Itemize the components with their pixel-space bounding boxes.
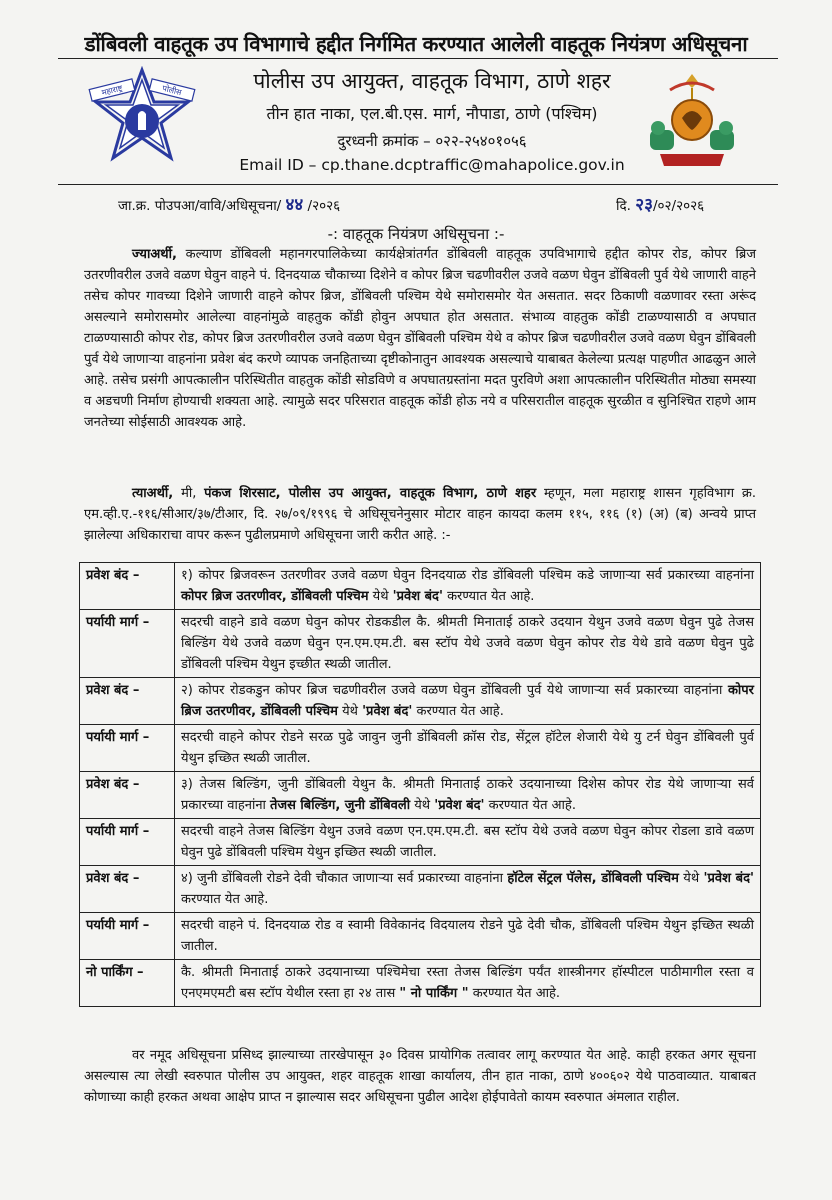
- rule-text: [175, 678, 761, 725]
- rule-text-part: सदरची वाहने तेजस बिल्डिंग येथुन उजवे वळण एन.एम.एम.टी. बस स्टॉप येथे उजवे वळण घेवुन कोपर रोडला डावे वळण घेवुन पुढे डोंबिवली पश्चिम येथुन इच्छित स्थळी जातील.: [181, 824, 754, 860]
- rule-row: [80, 960, 761, 1007]
- rule-text-part: ४) जुनी डोंबिवली रोडने देवी चौकात जाणाऱ्या सर्व प्रकारच्या वाहनांना: [181, 871, 508, 886]
- date-rest: /०२/२०२६: [652, 198, 705, 214]
- rule-text-part: करण्यात येत आहे.: [412, 704, 504, 719]
- preamble-lead: ज्याअर्थी,: [132, 247, 177, 262]
- rule-row: [80, 866, 761, 913]
- rule-text-emphasis: 'प्रवेश बंद': [362, 704, 413, 719]
- rule-text-part: करण्यात येत आहे.: [181, 892, 269, 907]
- rule-text: [175, 563, 761, 610]
- rule-text: [175, 866, 761, 913]
- rule-text-part: २) कोपर रोडकडुन कोपर ब्रिज चढणीवरील उजवे वळण घेवुन डोंबिवली पुर्व येथे जाणाऱ्या सर्व प्रकारच्या वाहनांना: [181, 683, 728, 698]
- rule-label: पर्यायी मार्ग –: [80, 913, 175, 960]
- rule-text: [175, 610, 761, 678]
- header-top-rule: [58, 58, 778, 59]
- rule-text: [175, 960, 761, 1007]
- rule-text-part: कै. श्रीमती मिनाताई ठाकरे उदयानाच्या पश्चिमेचा रस्ता तेजस बिल्डिंग पर्यंत शास्त्रीनगर हॉस्पीटल पाठीमागील रस्ता व एनएमएमटी बस स्टॉप येथील रस्ता हा २४ तास: [181, 965, 754, 1001]
- rule-label: नो पार्किंग –: [80, 960, 175, 1007]
- rule-text-part: येथे: [368, 589, 393, 604]
- rule-label: प्रवेश बंद –: [80, 772, 175, 819]
- rule-text-emphasis: 'प्रवेश बंद': [392, 589, 443, 604]
- rule-text-emphasis: तेजस बिल्डिंग, जुनी डोंबिवली: [270, 798, 411, 813]
- order-paragraph: [84, 483, 756, 546]
- rule-text-emphasis: 'प्रवेश बंद': [434, 798, 485, 813]
- closing-paragraph: [84, 1045, 756, 1108]
- header-bottom-rule: [58, 184, 778, 185]
- maharashtra-police-logo: [88, 66, 196, 174]
- rule-row: [80, 610, 761, 678]
- preamble-text: कल्याण डोंबिवली महानगरपालिकेच्या कार्यक्षेत्रांतर्गत डोंबिवली वाहतूक उपविभागाचे हद्दीत कोपर रोड, कोपर ब्रिज उतरणीवरील उजवे वळण घेवुन वाहने पं. दिनदयाळ चौकाच्या दिशेने व कोपर ब्रिज चढणीवरील उजवे वळण घेवुन डोंबिवली पुर्व येथे जाणारी वाहने तसेच कोपर गावच्या दिशेने जाणारी वाहने कोपर ब्रिज, डोंबिवली पश्चिम येथे समोरासमोर येत असतात. सदर ठिकाणी वळणावर रस्ता अरूंद असल्याने समोरासमोर आलेल्या वाहनांमुळे वाहतुक कोंडी होवुन अपघात होत असतात. संभाव्य वाहतुक कोंडी टाळण्यासाठी व अपघात टाळण्यासाठी कोपर रोड, कोपर ब्रिज उतरणीवरील उजवे वळण घेवुन डोंबिवली पश्चिम येथे व कोपर ब्रिज चढणीवरील उजवे वळण घेवुन डोंबिवली पुर्व येथे जाणाऱ्या वाहनांना प्रवेश बंद करणे व्यापक जनहिताच्या दृष्टीकोनातुन आवश्यक असल्याचे याबाबत केलेल्या प्रत्यक्ष पाहणीत आढळुन आले आहे. तसेच प्रसंगी आपत्कालीन परिस्थितीत वाहतुक कोंडी सोडविणे व अपघातग्रस्तांना मदत पुरविणे अशा आपत्कालीन परिस्थितीत मोठ्या समस्या व अडचणी निर्माण होण्याची शक्यता आहे. त्यामुळे सदर परिसरात वाहतूक कोंडी होऊ नये व परिसरातील वाहतूक सुरळीत व सुनिश्चित राहणे आम जनतेच्या सोईसाठी आवश्यक आहे.: [84, 247, 756, 430]
- rule-row: [80, 913, 761, 960]
- rule-text-emphasis: " नो पार्किंग ": [399, 986, 469, 1001]
- rule-label: पर्यायी मार्ग –: [80, 725, 175, 772]
- rule-text: [175, 725, 761, 772]
- rule-label: पर्यायी मार्ग –: [80, 819, 175, 866]
- date-handwritten-day: २३: [635, 195, 653, 215]
- office-email: Email ID – cp.thane.dcptraffic@mahapolice.gov.in: [239, 156, 625, 174]
- rule-text: [175, 819, 761, 866]
- rule-text-part: सदरची वाहने पं. दिनदयाळ रोड व स्वामी विवेकानंद विदयालय रोडने पुढे देवी चौक, डोंबिवली पश्चिम येथुन इच्छित स्थळी जातील.: [181, 918, 754, 954]
- reference-year: /२०२६: [307, 198, 341, 214]
- date-prefix: दि.: [616, 198, 631, 214]
- rule-row: [80, 772, 761, 819]
- reference-date: [616, 192, 704, 215]
- office-address: तीन हात नाका, एल.बी.एस. मार्ग, नौपाडा, ठाणे (पश्चिम): [266, 104, 598, 123]
- left-logo-text-2: पोलीस: [161, 83, 183, 98]
- rule-text-emphasis: कोपर ब्रिज उतरणीवर, डोंबिवली पश्चिम: [181, 589, 369, 604]
- thane-police-emblem: [640, 68, 744, 172]
- rule-row: [80, 725, 761, 772]
- notice-title: -: वाहतूक नियंत्रण अधिसूचना :-: [327, 225, 505, 243]
- order-lead: त्याअर्थी,: [132, 486, 174, 501]
- rule-text-emphasis: हॉटेल सेंट्रल पॅलेस, डोंबिवली पश्चिम: [507, 871, 679, 886]
- left-logo-text: महाराष्ट्र: [100, 83, 124, 98]
- rule-text-part: येथे: [337, 704, 363, 719]
- rule-row: [80, 563, 761, 610]
- rule-text-part: १) कोपर ब्रिजवरून उतरणीवर उजवे वळण घेवुन दिनदयाळ रोड डोंबिवली पश्चिम कडे जाणाऱ्या सर्व प्रकारच्या वाहनांना: [181, 568, 754, 583]
- reference-handwritten-number: ४४: [285, 195, 304, 215]
- traffic-rules-table: [79, 562, 761, 1007]
- rule-row: [80, 819, 761, 866]
- rule-text-part: करण्यात येत आहे.: [442, 589, 535, 604]
- rule-text-part: सदरची वाहने डावे वळण घेवुन कोपर रोडकडील कै. श्रीमती मिनाताई ठाकरे उदयान येथुन उजवे वळण घेवुन पुढे तेजस बिल्डिंग येथे उजवे वळण घेवुन एन.एम.एम.टी. बस स्टॉप येथे उजवे वळण घेवुन कोपर रोड येथे डावे वळण घेवुन पुढे डोंबिवली पश्चिम येथुन इच्छीत स्थळी जातील.: [181, 615, 754, 672]
- rule-text-part: येथे: [678, 871, 704, 886]
- reference-prefix: जा.क्र. पोउपआ/वावि/अधिसूचना/: [118, 198, 282, 214]
- office-name: पोलीस उप आयुक्त, वाहतूक विभाग, ठाणे शहर: [253, 69, 611, 93]
- rule-text-part: करण्यात येत आहे.: [468, 986, 561, 1001]
- closing-text: वर नमूद अधिसूचना प्रसिध्द झाल्याच्या तारखेपासून ३० दिवस प्रायोगिक तत्वावर लागू करण्यात येत आहे. काही हरकत अगर सूचना असल्यास त्या लेखी स्वरुपात पोलीस उप आयुक्त, शहर वाहतूक शाखा कार्यालय, तीन हात नाका, ठाणे ४००६०२ येथे पाठवाव्यात. याबाबत कोणाच्या काही हरकत अथवा आक्षेप प्राप्त न झाल्यास सदर अधिसूचना पुढील आदेश होईपावेतो कायम स्वरुपात अंमलात राहील.: [84, 1048, 756, 1105]
- rule-text: [175, 913, 761, 960]
- rule-text: [175, 772, 761, 819]
- rule-label: प्रवेश बंद –: [80, 866, 175, 913]
- rule-label: प्रवेश बंद –: [80, 678, 175, 725]
- document-main-title: डोंबिवली वाहतूक उप विभागाचे हद्दीत निर्गमित करण्यात आलेली वाहतूक नियंत्रण अधिसूचना: [84, 32, 748, 56]
- rule-text-emphasis: कोपर ब्रिज उतरणीवर, डोंबिवली पश्चिम: [181, 683, 754, 719]
- order-officer: पंकज शिरसाट, पोलीस उप आयुक्त, वाहतूक विभाग, ठाणे शहर: [204, 486, 537, 501]
- order-text: म्हणून, मला महाराष्ट्र शासन गृहविभाग क्र. एम.व्ही.ए.-११६/सीआर/३७/टीआर, दि. २७/०९/१९९६ चे अधिसूचनेनुसार मोटार वाहन कायदा कलम ११५, ११६ (१) (अ) (ब) अन्वये प्राप्त झालेल्या अधिकाराचा वापर करून पुढीलप्रमाणे अधिसूचना जारी करीत आहे. :-: [84, 486, 756, 543]
- rule-text-part: ३) तेजस बिल्डिंग, जुनी डोंबिवली येथुन कै. श्रीमती मिनाताई ठाकरे उदयानाच्या दिशेस कोपर रोड येथे जाणाऱ्या सर्व प्रकारच्या वाहनांना: [181, 777, 754, 813]
- rule-text-part: येथे: [410, 798, 435, 813]
- rule-row: [80, 678, 761, 725]
- rule-text-emphasis: 'प्रवेश बंद': [703, 871, 754, 886]
- reference-number: [118, 192, 340, 215]
- rule-text-part: करण्यात येत आहे.: [484, 798, 576, 813]
- rule-text-part: सदरची वाहने कोपर रोडने सरळ पुढे जावुन जुनी डोंबिवली क्रॉस रोड, सेंट्रल हॉटेल शेजारी येथे यु टर्न घेवुन डोंबिवली पुर्व येथुन इच्छित स्थळी जातील.: [181, 730, 754, 766]
- preamble-paragraph: [84, 244, 756, 433]
- rule-label: पर्यायी मार्ग –: [80, 610, 175, 678]
- order-mid: मी,: [173, 486, 205, 501]
- office-phone: दुरध्वनी क्रमांक – ०२२-२५४०१०५६: [337, 132, 527, 150]
- rule-label: प्रवेश बंद –: [80, 563, 175, 610]
